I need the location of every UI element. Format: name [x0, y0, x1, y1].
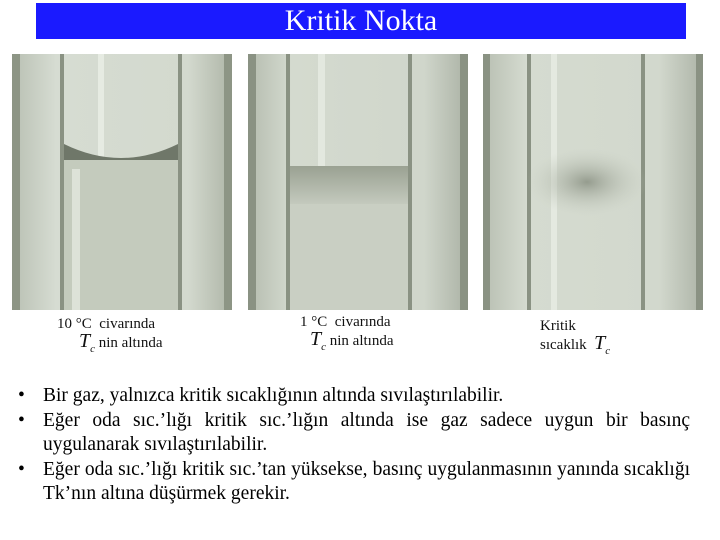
- caption-3-text: Kritik: [540, 318, 576, 334]
- caption-2: [300, 314, 394, 356]
- bullet-dot: •: [18, 409, 25, 431]
- bullet-item-1: • Bir gaz, yalnızca kritik sıcaklığının altında sıvılaştırılabilir.: [18, 384, 690, 409]
- tc-symbol: $T_c$: [79, 330, 96, 355]
- caption-1-subtext: nin altında: [98, 335, 163, 351]
- page-title: Kritik Nokta: [36, 3, 686, 39]
- tc-symbol: $T_c$: [310, 328, 327, 353]
- tube-photo-3: [483, 54, 703, 310]
- bullet-item-3: • Eğer oda sıc.’lığı kritik sıc.’tan yüksekse, basınç uygulanmasının yanında sıcaklığı Tk’nın altına düşürmek gerekir.: [18, 458, 690, 504]
- bullet-item-2: • Eğer oda sıc.’lığı kritik sıc.’lığın altında ise gaz sadece uygun bir basınç uygulanarak sıvılaştırılabilir.: [18, 409, 690, 455]
- caption-2-subtext: nin altında: [329, 333, 394, 349]
- bullet-dot: •: [18, 385, 25, 406]
- caption-1-text: civarında: [99, 316, 156, 332]
- caption-1: [57, 316, 163, 358]
- caption-1-temp: 10 °C: [57, 316, 92, 332]
- caption-3-subtext: sıcaklık: [540, 337, 587, 353]
- tube-photo-1: [12, 54, 232, 310]
- caption-2-text: civarında: [334, 314, 391, 330]
- tc-symbol: $T_c$: [594, 332, 611, 357]
- tube-photo-2: [248, 54, 468, 310]
- bullet-list: [18, 384, 690, 507]
- caption-2-temp: 1 °C: [300, 314, 328, 330]
- caption-3: [540, 318, 610, 360]
- bullet-dot: •: [18, 458, 25, 480]
